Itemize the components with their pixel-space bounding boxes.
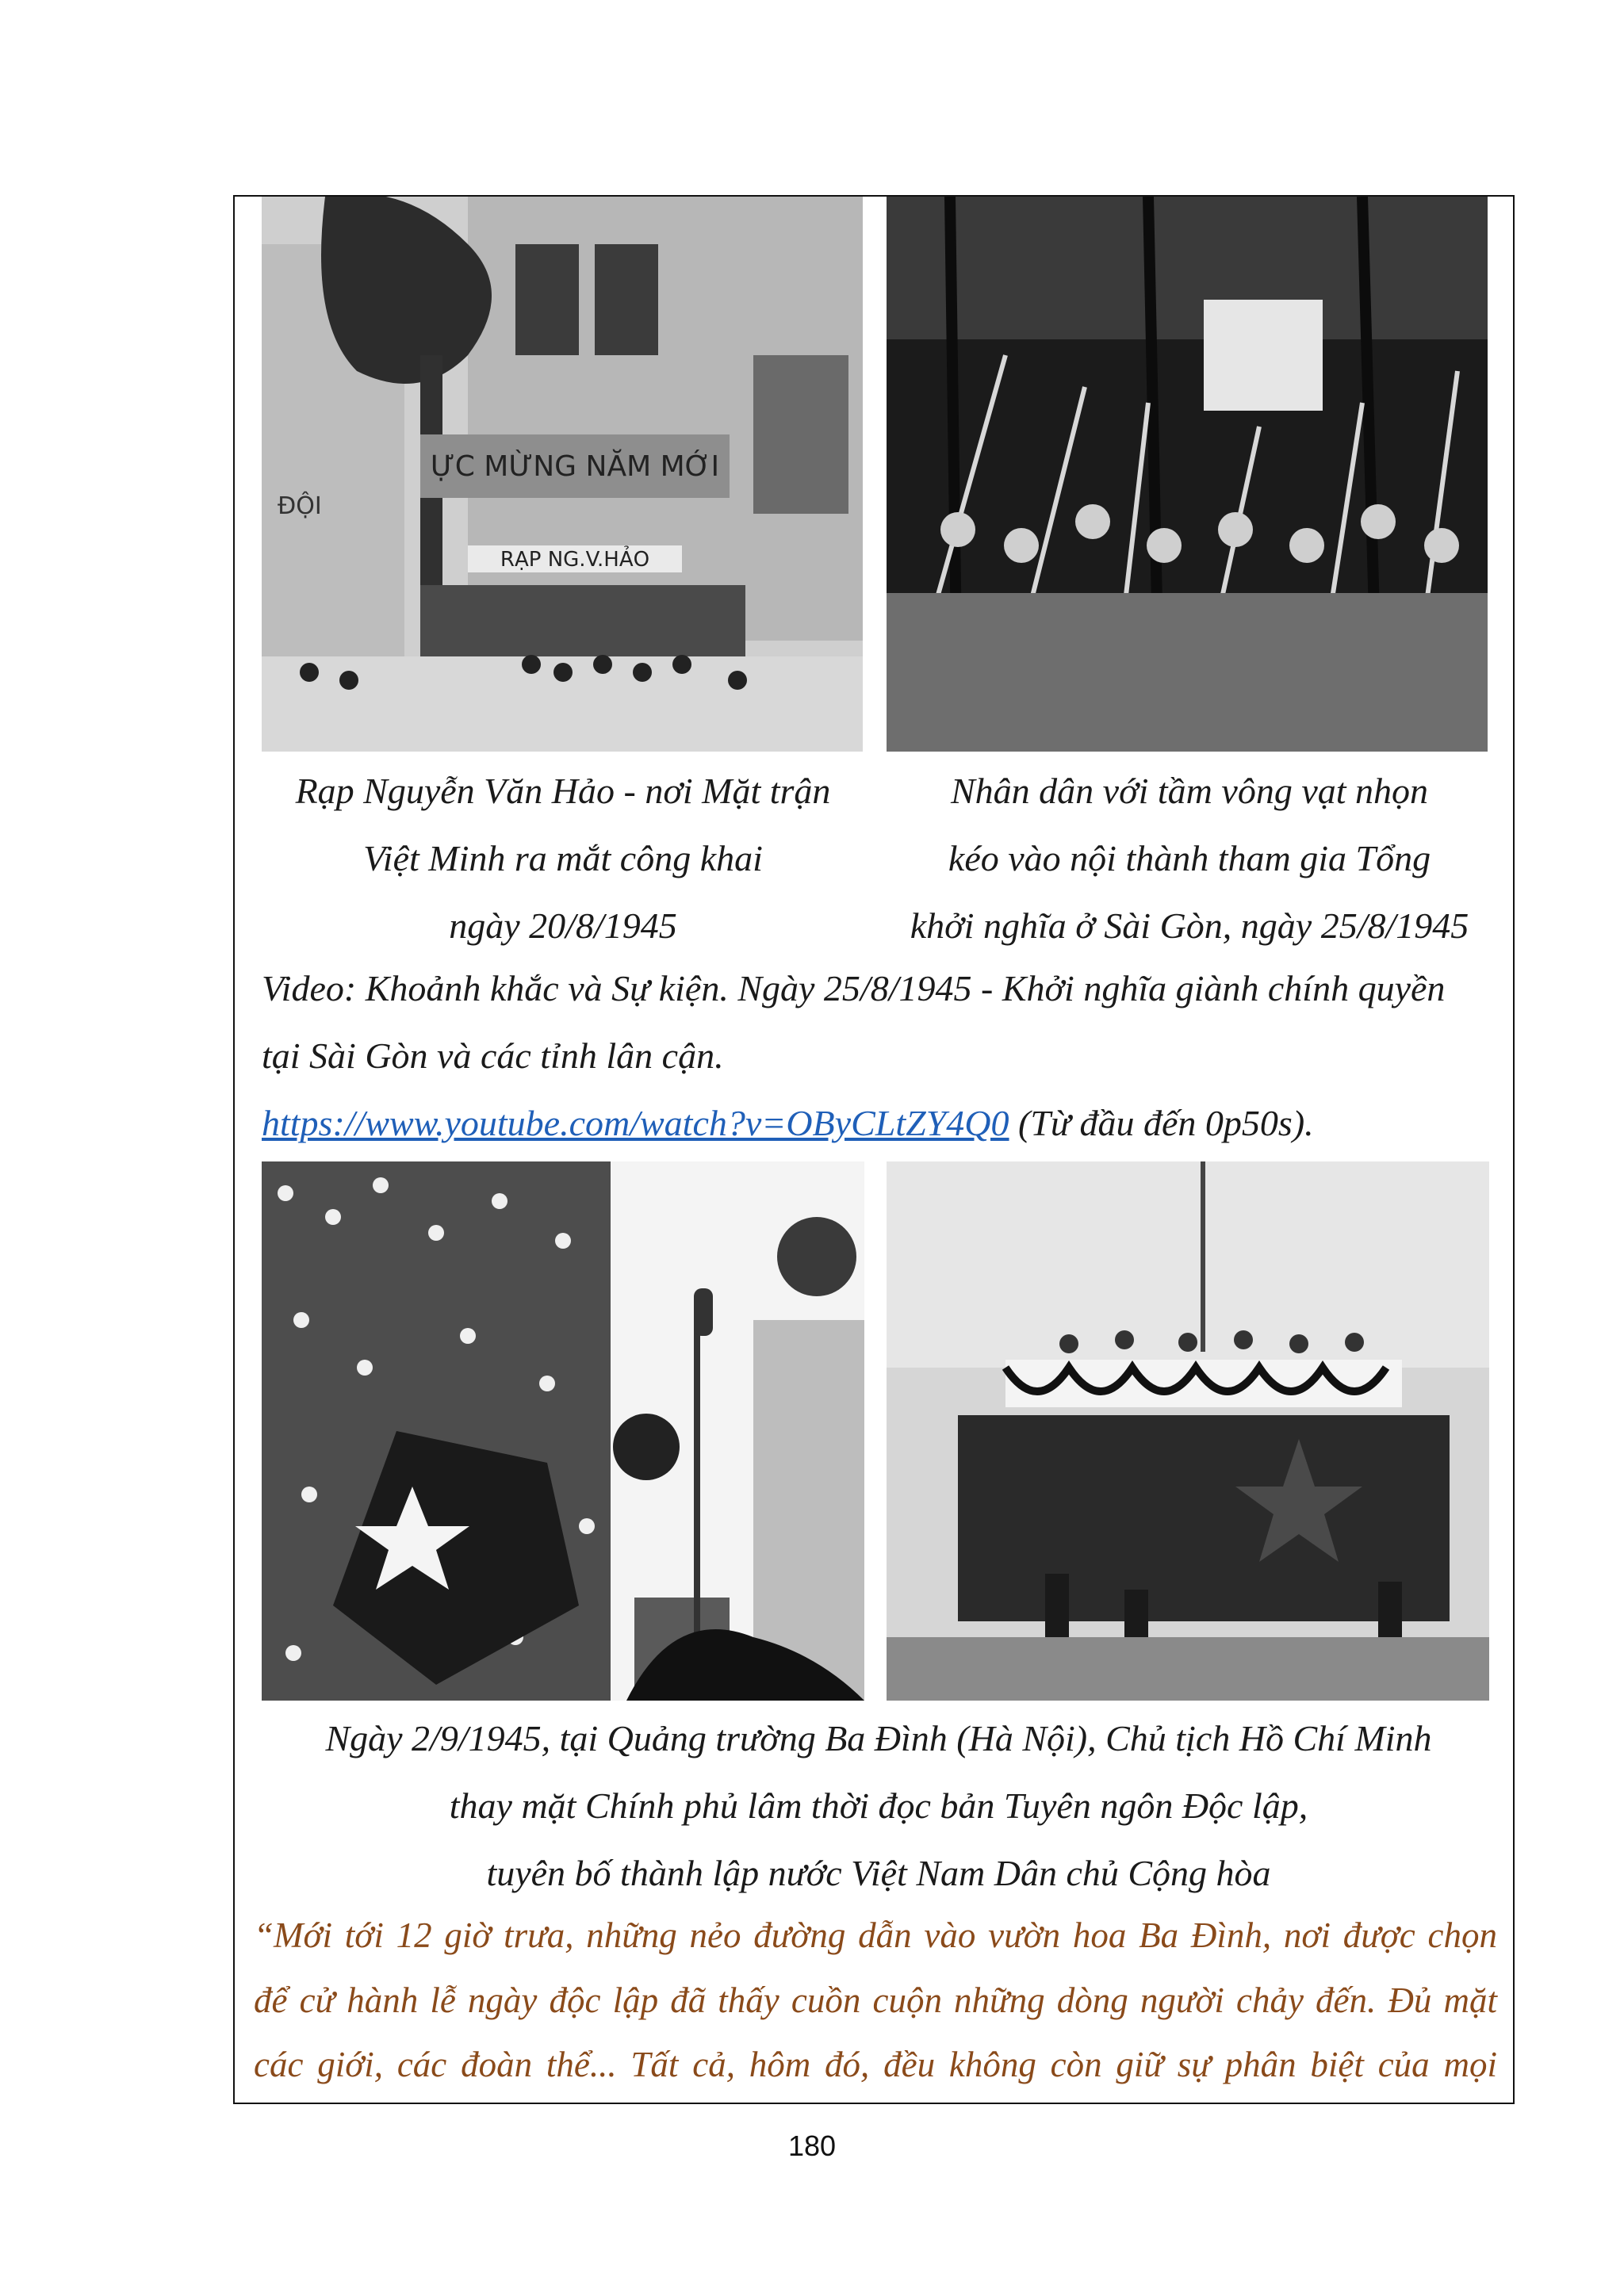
- video-description-line-2: tại Sài Gòn và các tỉnh lân cận.: [262, 1035, 724, 1076]
- video-description-line-1: Video: Khoảnh khắc và Sự kiện. Ngày 25/8/1945 - Khởi nghĩa giành chính quyền: [262, 968, 1446, 1008]
- video-link[interactable]: https://www.youtube.com/watch?v=OByCLtZY4Q0: [262, 1103, 1009, 1143]
- photo-ba-dinh-stage: [887, 1161, 1489, 1701]
- photo-cinema-nguyen-van-hao: [262, 197, 863, 752]
- caption-saigon-line-3: khởi nghĩa ở Sài Gòn, ngày 25/8/1945: [910, 905, 1469, 946]
- photo-saigon-uprising-crowd: [887, 197, 1488, 752]
- video-link-line: [262, 1102, 1314, 1144]
- caption-ba-dinh-line-1: Ngày 2/9/1945, tại Quảng trường Ba Đình (Hà Nội), Chủ tịch Hồ Chí Minh: [325, 1718, 1432, 1758]
- caption-cinema-line-1: Rạp Nguyễn Văn Hảo - nơi Mặt trận: [295, 771, 831, 811]
- caption-saigon-line-1: Nhân dân với tầm vông vạt nhọn: [950, 771, 1429, 811]
- caption-ba-dinh-line-3: tuyên bố thành lập nước Việt Nam Dân chủ Cộng hòa: [486, 1853, 1271, 1893]
- caption-cinema-line-3: ngày 20/8/1945: [449, 905, 677, 946]
- video-link-note: (Từ đầu đến 0p50s).: [1009, 1103, 1314, 1143]
- caption-saigon-line-2: kéo vào nội thành tham gia Tổng: [948, 838, 1431, 878]
- photo-left-sign-text: ĐỘI: [278, 492, 322, 520]
- caption-cinema-line-2: Việt Minh ra mắt công khai: [363, 838, 763, 878]
- photo-ba-dinh-flag-speaker: [262, 1161, 864, 1701]
- caption-cinema: [254, 757, 872, 959]
- photo-banner-text: ỰC MỪNG NĂM MỚI: [430, 450, 720, 483]
- photo-marquee-text: RẠP NG.V.HẢO: [500, 548, 650, 572]
- page-number: 180: [787, 2130, 837, 2162]
- caption-ba-dinh-line-2: thay mặt Chính phủ lâm thời đọc bản Tuyên ngôn Độc lập,: [449, 1785, 1308, 1826]
- quote-line-1: “Mới tới 12 giờ trưa, những nẻo đường dẫn vào vườn hoa Ba Đình, nơi được chọn: [254, 1915, 1497, 1955]
- caption-ba-dinh: [254, 1705, 1503, 1907]
- quote-line-3: các giới, các đoàn thể... Tất cả, hôm đó, đều không còn giữ sự phân biệt của mọi: [254, 2045, 1497, 2084]
- caption-saigon: [872, 757, 1507, 959]
- quote-line-2: để cử hành lễ ngày độc lập đã thấy cuồn cuộn những dòng người chảy đến. Đủ mặt: [254, 1980, 1497, 2020]
